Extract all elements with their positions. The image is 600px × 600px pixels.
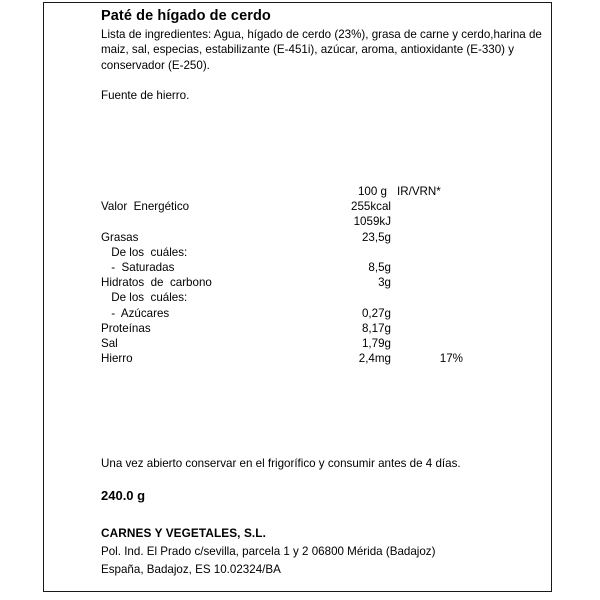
nutrient-value: 1059kJ	[353, 215, 391, 229]
nutrient-percent: 17%	[439, 352, 463, 366]
table-header-per-100g: 100 g	[357, 185, 387, 198]
table-row	[101, 307, 496, 322]
table-row	[101, 291, 496, 306]
page-title: Paté de hígado de cerdo	[101, 8, 271, 24]
nutrient-name: Sal	[101, 336, 118, 350]
nutrient-value: 0,27g	[361, 306, 391, 320]
table-row	[101, 322, 496, 337]
nutrient-value: 23,5g	[361, 230, 391, 244]
table-row	[101, 352, 496, 367]
table-row	[101, 276, 496, 291]
table-row	[101, 215, 496, 230]
nutrient-value: 8,5g	[368, 260, 391, 274]
table-header-row	[101, 185, 496, 200]
nutrient-value: 2,4mg	[358, 352, 391, 366]
nutrient-name: Hidratos de carbono	[101, 276, 212, 290]
nutrient-value: 255kcal	[351, 200, 391, 214]
table-row	[101, 337, 496, 352]
company-address-line-2: España, Badajoz, ES 10.02324/BA	[101, 563, 281, 576]
nutrient-name: - Saturadas	[108, 260, 175, 274]
nutrient-name: Valor Energético	[101, 200, 190, 214]
nutrient-value: 3g	[378, 276, 391, 290]
nutrient-value: 1,79g	[361, 336, 391, 350]
table-row	[101, 231, 496, 246]
nutrient-name: Grasas	[101, 230, 139, 244]
table-row	[101, 261, 496, 276]
nutrient-value: 8,17g	[361, 321, 391, 335]
table-row	[101, 200, 496, 215]
nutrition-label-frame	[43, 2, 552, 592]
company-address-line-1: Pol. Ind. El Prado c/sevilla, parcela 1 y 2 06800 Mérida (Badajoz)	[101, 544, 436, 558]
nutrition-claim: Fuente de hierro.	[101, 89, 190, 102]
storage-instructions: Una vez abierto conservar en el frigorífico y consumir antes de 4 días.	[101, 457, 461, 470]
table-row	[101, 246, 496, 261]
nutrient-name: De los cuáles:	[108, 245, 188, 259]
manufacturer-info	[101, 524, 435, 580]
nutrient-name: Proteínas	[101, 321, 151, 335]
company-name: CARNES Y VEGETALES, S.L.	[101, 526, 266, 540]
net-weight: 240.0 g	[101, 488, 146, 503]
nutrient-name: - Azúcares	[108, 306, 170, 320]
nutrient-name: De los cuáles:	[108, 291, 188, 305]
nutrition-facts-table	[101, 185, 496, 367]
ingredients-list: Lista de ingredientes: Agua, hígado de cerdo (23%), grasa de carne y cerdo,harina de maiz, sal, especias, estabilizante (E-451i), azúcar, aroma, antioxidante (E-330) y conservador (E-250).	[101, 28, 542, 72]
nutrient-name: Hierro	[101, 352, 133, 366]
table-header-irvrn: IR/VRN*	[397, 185, 441, 198]
